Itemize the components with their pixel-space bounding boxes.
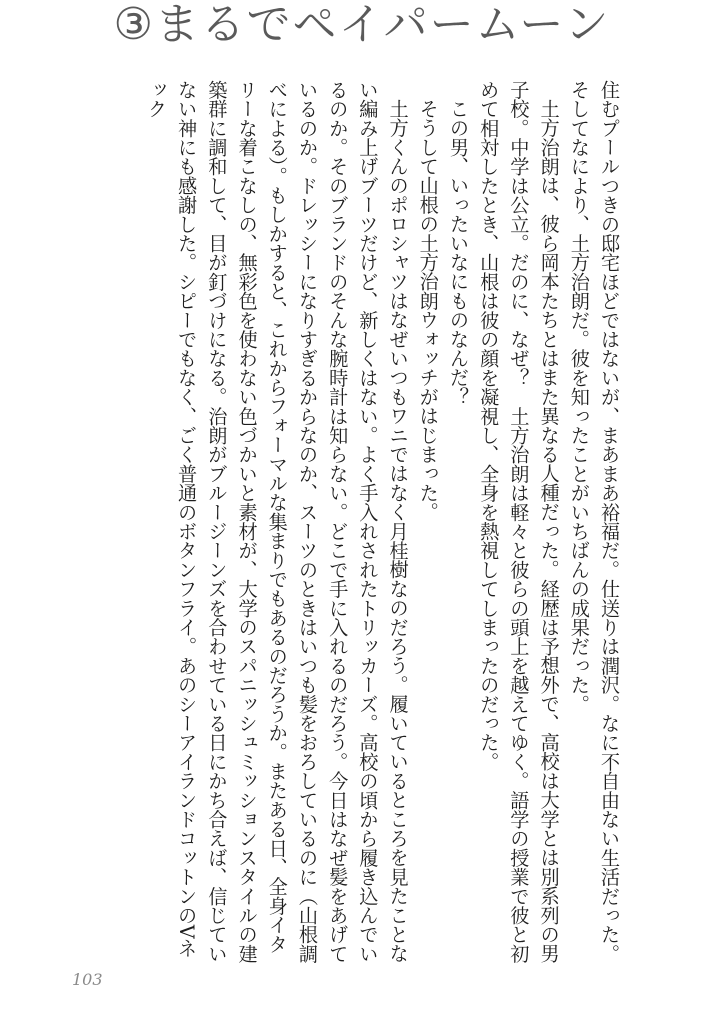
paragraph: そうして山根の土方治朗ウォッチがはじまった。	[416, 99, 440, 522]
novel-body-text	[141, 80, 624, 970]
page-number: 103	[72, 970, 103, 989]
paragraph-continued: 住むプールつきの邸宅ほどではないが、まあまあ裕福だ。仕送りは潤沢。なに不自由ない生活だった。そしてなにより、土方治朗だ。彼を知ったことがいちばんの成果だった。	[567, 80, 621, 964]
paragraph: 土方治朗は、彼ら岡本たちとはまた異なる人種だった。経歴は予想外で、高校は大学とは別系列の男子校。中学は公立。だのに、なぜ？ 土方治朗は軽々と彼らの頭上を越えてゆく。語学の授業で彼と初めて相対したとき、山根は彼の顔を凝視し、全身を熱視してしまったのだった。	[477, 80, 561, 964]
paragraph: この男、いったいなにものなんだ？	[446, 99, 470, 407]
paragraph: 土方くんのポロシャツはなぜいつもワニではなく月桂樹なのだろう。履いているところを見たことない編み上げブーツだけど、新しくはない。よく手入れされたトリッカーズ。高校の頃から履き込んでいるのか。そのブランドのそんな腕時計は知らない。どこで手に入れるのだろう。今日はなぜ髪をあげているのか。ドレッシーになりすぎるからなのか、スーツのときはいつも髪をおろしているのに（山根調べによる）。もしかすると、これからフォーマルな集まりでもあるのだろうか。またある日、全身イタリーな着こなしの、無彩色を使わない色づかいと素材が、大学のスパニッシュミッションスタイルの建築群に調和して、目が釘づけになる。治朗がブルージーンズを合わせている日にかち合えば、信じていない神にも感謝した。シピーでもなく、ごく普通のボタンフライ。あのシーアイランドコットンのVネック	[144, 80, 410, 964]
chapter-title: ③まるでペイパームーン	[113, 0, 611, 50]
